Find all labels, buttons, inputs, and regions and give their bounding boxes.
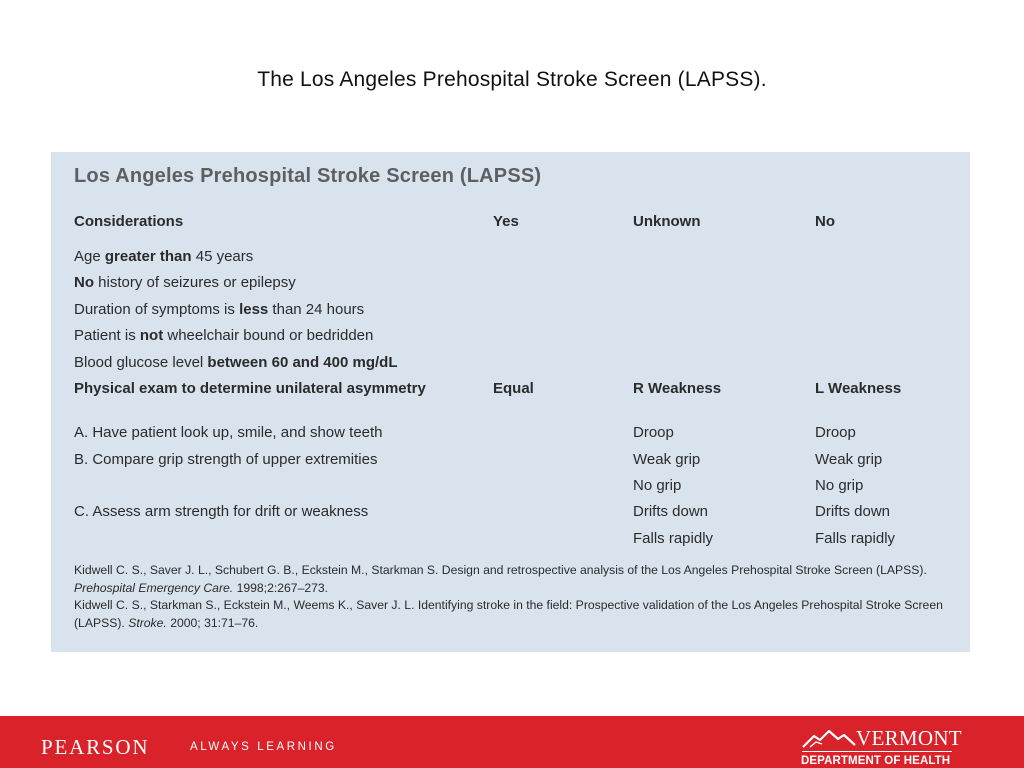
pearson-logo: PEARSON: [41, 735, 150, 759]
header-yes: Yes: [493, 213, 519, 230]
exam-row: [51, 451, 970, 473]
exam-header-equal: Equal: [493, 380, 534, 397]
criterion-text: Duration of symptoms is less than 24 hours: [74, 301, 365, 318]
slide-title: The Los Angeles Prehospital Stroke Screen (LAPSS).: [257, 68, 767, 91]
criterion-row: [51, 327, 970, 349]
exam-row: [51, 477, 970, 499]
header-considerations: Considerations: [74, 213, 184, 230]
header-no: No: [815, 213, 835, 230]
exam-label: B. Compare grip strength of upper extremities: [74, 451, 378, 468]
criterion-row: [51, 301, 970, 323]
exam-header-l-weakness: L Weakness: [815, 380, 902, 397]
exam-row: [51, 530, 970, 552]
exam-header-r-weakness: R Weakness: [633, 380, 722, 397]
exam-row: [51, 503, 970, 525]
logo-divider: [802, 751, 952, 752]
exam-l-value: Droop: [815, 424, 856, 441]
tagline: ALWAYS LEARNING: [190, 741, 337, 753]
exam-header-row: [51, 380, 970, 402]
exam-label: A. Have patient look up, smile, and show teeth: [74, 424, 383, 441]
footer-bar: [0, 716, 1024, 768]
exam-l-value: Weak grip: [815, 451, 883, 468]
mountain-icon: [802, 727, 856, 749]
exam-l-value: Falls rapidly: [815, 530, 896, 547]
reference-item: Kidwell C. S., Saver J. L., Schubert G. B., Eckstein M., Starkman S. Design and retrospective analysis of the Los Angeles Prehospital Stroke Screen (LAPSS). Prehospital Emergency Care. 1998;2:267–273.: [74, 563, 927, 595]
vermont-wordmark: VERMONT: [856, 726, 962, 750]
criterion-text: Blood glucose level between 60 and 400 mg/dL: [74, 354, 398, 371]
exam-row: [51, 424, 970, 446]
panel-title: Los Angeles Prehospital Stroke Screen (LAPSS): [74, 165, 542, 187]
criterion-text: Age greater than 45 years: [74, 248, 254, 265]
exam-header-label: Physical exam to determine unilateral asymmetry: [74, 380, 426, 397]
criterion-text: No history of seizures or epilepsy: [74, 274, 296, 291]
exam-label: C. Assess arm strength for drift or weakness: [74, 503, 369, 520]
exam-r-value: Falls rapidly: [633, 530, 714, 547]
references: [74, 562, 954, 632]
vermont-health-logo: [800, 724, 962, 768]
header-unknown: Unknown: [633, 213, 701, 230]
exam-l-value: Drifts down: [815, 503, 891, 520]
exam-r-value: Weak grip: [633, 451, 701, 468]
lapss-panel: [51, 152, 970, 652]
exam-r-value: No grip: [633, 477, 682, 494]
exam-r-value: Drifts down: [633, 503, 709, 520]
criterion-row: [51, 248, 970, 270]
table-header-row: [51, 213, 970, 235]
criterion-row: [51, 354, 970, 376]
reference-item: Kidwell C. S., Starkman S., Eckstein M., Weems K., Saver J. L. Identifying stroke in the field: Prospective validation of the Los Angeles Prehospital Stroke Screen (LAPSS). Stroke. 2000; 31:71–76.: [74, 598, 943, 630]
department-label: DEPARTMENT OF HEALTH: [801, 755, 951, 767]
exam-l-value: No grip: [815, 477, 864, 494]
criterion-row: [51, 274, 970, 296]
exam-r-value: Droop: [633, 424, 674, 441]
criterion-text: Patient is not wheelchair bound or bedridden: [74, 327, 374, 344]
